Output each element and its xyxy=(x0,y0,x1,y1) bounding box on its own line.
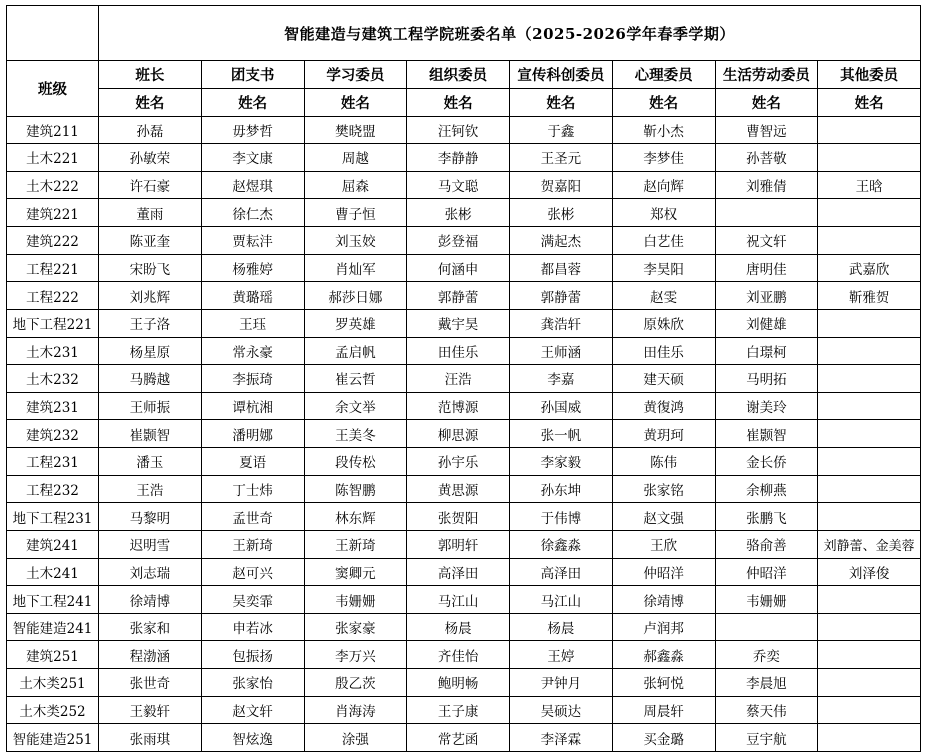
member-name-cell: 曹智远 xyxy=(716,117,819,145)
member-name-cell: 肖灿军 xyxy=(305,255,408,283)
member-name-cell: 刘健雄 xyxy=(716,310,819,338)
class-name-cell: 土木231 xyxy=(7,338,99,366)
role-header-publicity-innovation-committee: 宣传科创委员 xyxy=(510,61,613,89)
member-name-cell: 杨晨 xyxy=(510,614,613,642)
class-name-cell: 土木222 xyxy=(7,172,99,200)
member-name-cell: 黄思源 xyxy=(407,476,510,504)
member-name-cell: 高泽田 xyxy=(510,559,613,587)
member-name-cell: 崔颢智 xyxy=(716,420,819,448)
member-name-cell: 王美冬 xyxy=(305,420,408,448)
member-name-cell: 刘雅倩 xyxy=(716,172,819,200)
role-header-league-secretary: 团支书 xyxy=(202,61,305,89)
member-name-cell: 徐仁杰 xyxy=(202,199,305,227)
member-name-cell: 李嘉 xyxy=(510,365,613,393)
member-name-cell xyxy=(818,393,921,421)
member-name-cell: 张家怡 xyxy=(202,669,305,697)
class-name-cell: 工程222 xyxy=(7,282,99,310)
class-name-cell: 地下工程231 xyxy=(7,503,99,531)
member-name-cell: 常艺函 xyxy=(407,724,510,752)
member-name-cell: 常永豪 xyxy=(202,338,305,366)
member-name-cell: 余文举 xyxy=(305,393,408,421)
member-name-cell xyxy=(716,614,819,642)
member-name-cell: 范博源 xyxy=(407,393,510,421)
member-name-cell: 丁士炜 xyxy=(202,476,305,504)
member-name-cell: 马江山 xyxy=(407,586,510,614)
member-name-cell: 程渤涵 xyxy=(99,641,202,669)
class-name-cell: 建筑231 xyxy=(7,393,99,421)
name-header: 姓名 xyxy=(818,89,921,117)
member-name-cell: 周晨轩 xyxy=(613,697,716,725)
class-name-cell: 土木类251 xyxy=(7,669,99,697)
member-name-cell: 孙菩敬 xyxy=(716,144,819,172)
member-name-cell: 曹子恒 xyxy=(305,199,408,227)
member-name-cell xyxy=(818,310,921,338)
member-name-cell: 彭登福 xyxy=(407,227,510,255)
class-name-cell: 智能建造241 xyxy=(7,614,99,642)
member-name-cell: 刘兆辉 xyxy=(99,282,202,310)
member-name-cell: 鲍明畅 xyxy=(407,669,510,697)
member-name-cell: 何涵申 xyxy=(407,255,510,283)
member-name-cell: 黄璐瑶 xyxy=(202,282,305,310)
member-name-cell: 徐靖博 xyxy=(99,586,202,614)
member-name-cell: 张轲悦 xyxy=(613,669,716,697)
member-name-cell: 刘亚鹏 xyxy=(716,282,819,310)
role-header-life-labor-committee: 生活劳动委员 xyxy=(716,61,819,89)
member-name-cell: 刘静蕾、金美蓉 xyxy=(818,531,921,559)
role-header-organization-committee: 组织委员 xyxy=(407,61,510,89)
member-name-cell: 林东辉 xyxy=(305,503,408,531)
member-name-cell: 樊晓盟 xyxy=(305,117,408,145)
committee-table xyxy=(6,5,921,752)
member-name-cell: 孙敏荣 xyxy=(99,144,202,172)
member-name-cell: 谢美玲 xyxy=(716,393,819,421)
member-name-cell: 汪钶钦 xyxy=(407,117,510,145)
member-name-cell: 赵文强 xyxy=(613,503,716,531)
member-name-cell: 武嘉欣 xyxy=(818,255,921,283)
member-name-cell: 涂强 xyxy=(305,724,408,752)
member-name-cell: 李静静 xyxy=(407,144,510,172)
member-name-cell: 王师涵 xyxy=(510,338,613,366)
member-name-cell: 张雨琪 xyxy=(99,724,202,752)
member-name-cell: 李泽霖 xyxy=(510,724,613,752)
member-name-cell: 乔奕 xyxy=(716,641,819,669)
member-name-cell: 张家和 xyxy=(99,614,202,642)
role-header-study-committee: 学习委员 xyxy=(305,61,408,89)
member-name-cell: 毋梦哲 xyxy=(202,117,305,145)
member-name-cell: 肖海涛 xyxy=(305,697,408,725)
member-name-cell: 包振扬 xyxy=(202,641,305,669)
class-name-cell: 地下工程221 xyxy=(7,310,99,338)
member-name-cell: 郝鑫淼 xyxy=(613,641,716,669)
member-name-cell: 王毅轩 xyxy=(99,697,202,725)
member-name-cell: 王浩 xyxy=(99,476,202,504)
member-name-cell: 杨晨 xyxy=(407,614,510,642)
member-name-cell: 骆俞善 xyxy=(716,531,819,559)
member-name-cell: 靳小杰 xyxy=(613,117,716,145)
member-name-cell: 都昌蓉 xyxy=(510,255,613,283)
role-header-psychology-committee: 心理委员 xyxy=(613,61,716,89)
member-name-cell: 汪浩 xyxy=(407,365,510,393)
class-name-cell: 建筑241 xyxy=(7,531,99,559)
member-name-cell xyxy=(818,614,921,642)
member-name-cell: 戴宇昊 xyxy=(407,310,510,338)
member-name-cell xyxy=(818,365,921,393)
member-name-cell: 王子康 xyxy=(407,697,510,725)
member-name-cell: 吴奕霏 xyxy=(202,586,305,614)
member-name-cell: 贺嘉阳 xyxy=(510,172,613,200)
member-name-cell: 黄復鸿 xyxy=(613,393,716,421)
name-header: 姓名 xyxy=(202,89,305,117)
member-name-cell xyxy=(818,586,921,614)
member-name-cell: 祝文轩 xyxy=(716,227,819,255)
member-name-cell: 赵煜琪 xyxy=(202,172,305,200)
member-name-cell: 张家豪 xyxy=(305,614,408,642)
member-name-cell: 韦姗姗 xyxy=(305,586,408,614)
member-name-cell xyxy=(818,227,921,255)
name-header: 姓名 xyxy=(99,89,202,117)
member-name-cell: 殷乙茨 xyxy=(305,669,408,697)
member-name-cell: 郭静蕾 xyxy=(510,282,613,310)
name-header: 姓名 xyxy=(716,89,819,117)
member-name-cell: 李晨旭 xyxy=(716,669,819,697)
member-name-cell: 唐明佳 xyxy=(716,255,819,283)
member-name-cell: 李文康 xyxy=(202,144,305,172)
member-name-cell: 申若冰 xyxy=(202,614,305,642)
member-name-cell: 金长侨 xyxy=(716,448,819,476)
member-name-cell: 孟启帆 xyxy=(305,338,408,366)
member-name-cell: 白艺佳 xyxy=(613,227,716,255)
member-name-cell: 王晗 xyxy=(818,172,921,200)
member-name-cell: 智炫逸 xyxy=(202,724,305,752)
member-name-cell: 陈智鹏 xyxy=(305,476,408,504)
member-name-cell: 张一帆 xyxy=(510,420,613,448)
member-name-cell: 张彬 xyxy=(510,199,613,227)
member-name-cell: 原姝欣 xyxy=(613,310,716,338)
member-name-cell: 马江山 xyxy=(510,586,613,614)
class-name-cell: 建筑232 xyxy=(7,420,99,448)
member-name-cell: 罗英雄 xyxy=(305,310,408,338)
member-name-cell xyxy=(818,144,921,172)
member-name-cell: 卢润邦 xyxy=(613,614,716,642)
member-name-cell: 迟明雪 xyxy=(99,531,202,559)
role-header-other-committee: 其他委员 xyxy=(818,61,921,89)
member-name-cell: 刘泽俊 xyxy=(818,559,921,587)
class-name-cell: 智能建造251 xyxy=(7,724,99,752)
member-name-cell: 孙宇乐 xyxy=(407,448,510,476)
member-name-cell: 窦卿元 xyxy=(305,559,408,587)
member-name-cell: 徐鑫淼 xyxy=(510,531,613,559)
member-name-cell: 张世奇 xyxy=(99,669,202,697)
member-name-cell: 崔云哲 xyxy=(305,365,408,393)
member-name-cell: 夏语 xyxy=(202,448,305,476)
member-name-cell xyxy=(818,697,921,725)
class-name-cell: 工程232 xyxy=(7,476,99,504)
member-name-cell: 郭静蕾 xyxy=(407,282,510,310)
name-header: 姓名 xyxy=(407,89,510,117)
member-name-cell: 田佳乐 xyxy=(407,338,510,366)
class-name-cell: 建筑211 xyxy=(7,117,99,145)
name-header: 姓名 xyxy=(510,89,613,117)
member-name-cell: 田佳乐 xyxy=(613,338,716,366)
class-name-cell: 土木类252 xyxy=(7,697,99,725)
member-name-cell: 尹钟月 xyxy=(510,669,613,697)
member-name-cell: 孙国威 xyxy=(510,393,613,421)
member-name-cell: 王婷 xyxy=(510,641,613,669)
member-name-cell xyxy=(818,476,921,504)
class-name-cell: 土木232 xyxy=(7,365,99,393)
member-name-cell: 周越 xyxy=(305,144,408,172)
member-name-cell: 建天硕 xyxy=(613,365,716,393)
member-name-cell: 韦姗姗 xyxy=(716,586,819,614)
member-name-cell: 赵向辉 xyxy=(613,172,716,200)
role-header-monitor: 班长 xyxy=(99,61,202,89)
member-name-cell: 王圣元 xyxy=(510,144,613,172)
member-name-cell: 段传松 xyxy=(305,448,408,476)
member-name-cell: 王新琦 xyxy=(305,531,408,559)
member-name-cell: 陈伟 xyxy=(613,448,716,476)
member-name-cell xyxy=(818,641,921,669)
member-name-cell: 郑权 xyxy=(613,199,716,227)
member-name-cell: 郝莎日娜 xyxy=(305,282,408,310)
member-name-cell: 齐佳怡 xyxy=(407,641,510,669)
member-name-cell xyxy=(818,669,921,697)
member-name-cell: 白璟柯 xyxy=(716,338,819,366)
member-name-cell: 仲昭洋 xyxy=(613,559,716,587)
member-name-cell: 王欣 xyxy=(613,531,716,559)
member-name-cell: 孟世奇 xyxy=(202,503,305,531)
member-name-cell: 赵文轩 xyxy=(202,697,305,725)
member-name-cell: 李万兴 xyxy=(305,641,408,669)
member-name-cell: 刘玉姣 xyxy=(305,227,408,255)
member-name-cell: 陈亚奎 xyxy=(99,227,202,255)
member-name-cell: 许石豪 xyxy=(99,172,202,200)
class-name-cell: 土木221 xyxy=(7,144,99,172)
member-name-cell: 孙东坤 xyxy=(510,476,613,504)
member-name-cell: 余柳燕 xyxy=(716,476,819,504)
member-name-cell: 李梦佳 xyxy=(613,144,716,172)
member-name-cell xyxy=(818,448,921,476)
member-name-cell: 柳思源 xyxy=(407,420,510,448)
name-header: 姓名 xyxy=(613,89,716,117)
member-name-cell: 于伟博 xyxy=(510,503,613,531)
member-name-cell: 王珏 xyxy=(202,310,305,338)
member-name-cell: 马腾越 xyxy=(99,365,202,393)
member-name-cell: 黄玥珂 xyxy=(613,420,716,448)
member-name-cell: 屈森 xyxy=(305,172,408,200)
member-name-cell: 买金璐 xyxy=(613,724,716,752)
class-name-cell: 土木241 xyxy=(7,559,99,587)
member-name-cell: 李振琦 xyxy=(202,365,305,393)
member-name-cell: 宋盼飞 xyxy=(99,255,202,283)
member-name-cell: 赵可兴 xyxy=(202,559,305,587)
member-name-cell: 赵雯 xyxy=(613,282,716,310)
member-name-cell: 张家铭 xyxy=(613,476,716,504)
member-name-cell: 潘玉 xyxy=(99,448,202,476)
member-name-cell: 马明拓 xyxy=(716,365,819,393)
member-name-cell xyxy=(818,117,921,145)
member-name-cell: 张彬 xyxy=(407,199,510,227)
member-name-cell: 豆宇航 xyxy=(716,724,819,752)
member-name-cell: 李昊阳 xyxy=(613,255,716,283)
class-column-header: 班级 xyxy=(7,61,99,116)
class-name-cell: 建筑251 xyxy=(7,641,99,669)
member-name-cell: 王子洛 xyxy=(99,310,202,338)
member-name-cell: 仲昭洋 xyxy=(716,559,819,587)
corner-cell xyxy=(7,6,99,61)
member-name-cell: 杨星原 xyxy=(99,338,202,366)
member-name-cell: 孙磊 xyxy=(99,117,202,145)
member-name-cell: 马文聪 xyxy=(407,172,510,200)
member-name-cell: 郭明轩 xyxy=(407,531,510,559)
member-name-cell: 马黎明 xyxy=(99,503,202,531)
member-name-cell: 董雨 xyxy=(99,199,202,227)
member-name-cell: 刘志瑞 xyxy=(99,559,202,587)
member-name-cell: 龚浩轩 xyxy=(510,310,613,338)
class-name-cell: 建筑221 xyxy=(7,199,99,227)
member-name-cell: 李家毅 xyxy=(510,448,613,476)
member-name-cell: 张贺阳 xyxy=(407,503,510,531)
member-name-cell: 张鹏飞 xyxy=(716,503,819,531)
class-name-cell: 建筑222 xyxy=(7,227,99,255)
member-name-cell xyxy=(716,199,819,227)
member-name-cell: 王新琦 xyxy=(202,531,305,559)
name-header: 姓名 xyxy=(305,89,408,117)
member-name-cell: 高泽田 xyxy=(407,559,510,587)
member-name-cell: 潘明娜 xyxy=(202,420,305,448)
member-name-cell xyxy=(818,199,921,227)
class-name-cell: 工程221 xyxy=(7,255,99,283)
member-name-cell: 蔡天伟 xyxy=(716,697,819,725)
member-name-cell: 王师振 xyxy=(99,393,202,421)
class-name-cell: 工程231 xyxy=(7,448,99,476)
member-name-cell: 靳雅贺 xyxy=(818,282,921,310)
table-title: 智能建造与建筑工程学院班委名单（2025-2026学年春季学期） xyxy=(99,6,921,61)
member-name-cell: 吴硕达 xyxy=(510,697,613,725)
class-name-cell: 地下工程241 xyxy=(7,586,99,614)
member-name-cell: 贾耘沣 xyxy=(202,227,305,255)
member-name-cell xyxy=(818,338,921,366)
member-name-cell: 杨雅婷 xyxy=(202,255,305,283)
member-name-cell: 于鑫 xyxy=(510,117,613,145)
member-name-cell xyxy=(818,503,921,531)
member-name-cell xyxy=(818,724,921,752)
member-name-cell: 谭杭湘 xyxy=(202,393,305,421)
member-name-cell: 满起杰 xyxy=(510,227,613,255)
member-name-cell: 徐靖博 xyxy=(613,586,716,614)
member-name-cell xyxy=(818,420,921,448)
member-name-cell: 崔颢智 xyxy=(99,420,202,448)
